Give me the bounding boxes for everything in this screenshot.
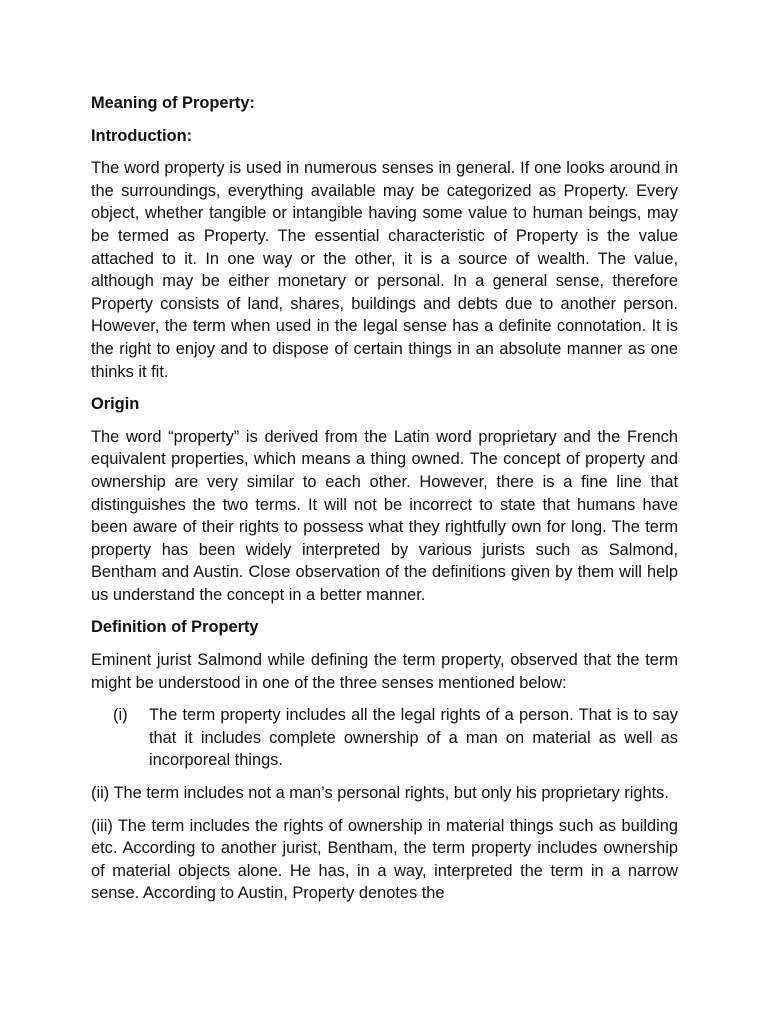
list-marker: (i) [113,706,128,725]
origin-paragraph: The word “property” is derived from the Latin word proprietary and the French equivalent properties, which means a thing owned. The concept of property and ownership are very similar to each other. However, there is a fine line that distinguishes the two terms. It will not be incorrect to state that humans have been aware of their rights to possess what they rightfully own for long. The term property has been widely interpreted by various jurists such as Salmond, Bentham and Austin. Close observation of the definitions given by them will help us understand the concept in a better manner. [91,427,678,604]
definition-item-2-paragraph: (ii) The term includes not a man’s personal rights, but only his proprietary rights. [91,784,669,803]
document-title: Meaning of Property: [91,94,255,112]
introduction-heading: Introduction: [91,126,193,145]
list-item-text: The term property includes all the legal rights of a person. That is to say that it includes complete ownership of a man on material as well as incorporeal things. [149,706,678,770]
origin-heading: Origin [91,395,140,414]
definition-list-item-1 [91,704,678,772]
introduction-paragraph: The word property is used in numerous senses in general. If one looks around in the surroundings, everything available may be categorized as Property. Every object, whether tangible or intangible having some value to human beings, may be termed as Property. The essential characteristic of Property is the value attached to it. In one way or the other, it is a source of wealth. The value, although may be either monetary or personal. In a general sense, therefore Property consists of land, shares, buildings and debts due to another person. However, the term when used in the legal sense has a definite connotation. It is the right to enjoy and to dispose of certain things in an absolute manner as one thinks it fit. [91,159,678,381]
definition-item-3-paragraph: (iii) The term includes the rights of ownership in material things such as building etc. According to another jurist, Bentham, the term property includes ownership of material objects alone. He has, in a way, interpreted the term in a narrow sense. According to Austin, Property denotes the [91,816,678,903]
definition-intro-paragraph: Eminent jurist Salmond while defining the term property, observed that the term might be understood in one of the three senses mentioned below: [91,651,678,692]
definition-heading: Definition of Property [91,618,259,637]
document-page [91,92,678,915]
